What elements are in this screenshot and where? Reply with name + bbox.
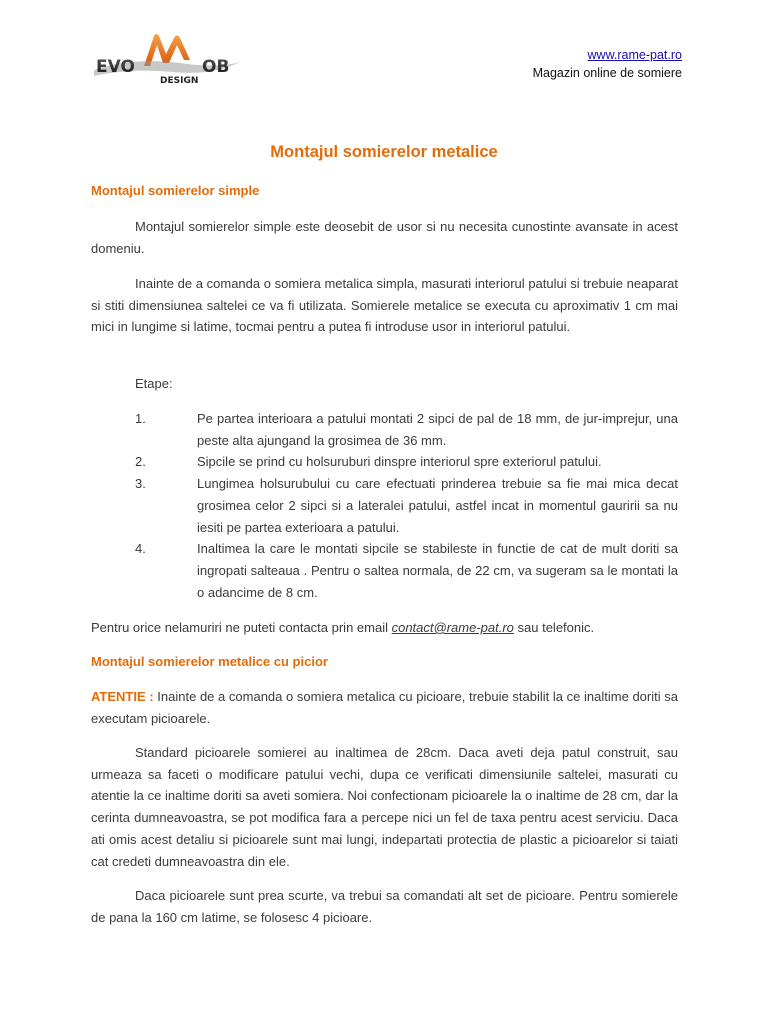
header-tagline: Magazin online de somiere — [532, 66, 682, 80]
steps-list — [91, 408, 678, 603]
contact-email-link[interactable]: contact@rame-pat.ro — [391, 620, 514, 635]
step-number: 2. — [135, 454, 146, 470]
step-text: Inaltimea la care le montati sipcile se stabileste in functie de cat de mult doriti sa ingropati salteaua . Pentru o saltea normala, de 22 cm, va sugeram sa le montati la o adancime de 8 cm. — [197, 541, 678, 600]
paragraph-intro: Montajul somierelor simple este deosebit de usor si nu necesita cunostinte avansate in acest domeniu. — [91, 219, 678, 256]
contact-suffix: sau telefonic. — [513, 620, 595, 635]
logo-subtext: DESIGN — [160, 76, 199, 85]
list-item — [91, 538, 678, 603]
paragraph-short-legs: Daca picioarele sunt prea scurte, va trebui sa comandati alt set de picioare. Pentru somierele de pana la 160 cm latime, se folosesc 4 picioare. — [91, 888, 678, 925]
paragraph-standard-legs: Standard picioarele somierei au inaltimea de 28cm. Daca aveti deja patul construit, sau urmeaza sa faceti o modificare patului vechi, dupa ce verificati dimensiunile saltelei, masurati cu atentie la ce inaltime doriti sa aveti somiera. Noi confectionam picioarele la o inaltime de 28 cm, dar la cerinta dumneavoastra, se pot modifica fara a percepe nici un fel de taxa pentru acest serviciu. Daca ati omis acest detaliu si picioarele sunt mai lungi, indepartati protectia de plastic a picioarelor si taiati cat credeti dumneavoastra din ele. — [91, 745, 678, 869]
header-info — [533, 46, 682, 82]
step-text: Sipcile se prind cu holsuruburi dinspre interiorul spre exteriorul patului. — [197, 454, 602, 470]
evomob-logo — [92, 30, 242, 85]
document-title: Montajul somierelor metalice — [270, 143, 498, 161]
steps-label: Etape: — [135, 376, 173, 391]
paragraph-attention — [91, 686, 678, 729]
list-item — [91, 408, 678, 451]
list-item — [91, 451, 678, 473]
contact-line — [91, 617, 678, 639]
logo-text-right: OB — [202, 57, 230, 77]
step-number: 4. — [135, 541, 146, 557]
website-link[interactable]: www.rame-pat.ro — [587, 48, 682, 62]
step-text: Lungimea holsurubului cu care efectuati prinderea trebuie sa fie mai mica decat grosimea celor 2 sipci si a lateralei patului, astfel incat in momentul gauririi sa nu iesiti pe partea exterioara a patului. — [197, 476, 678, 535]
step-number: 1. — [135, 411, 146, 426]
attention-label: ATENTIE : — [91, 689, 154, 704]
list-item — [91, 473, 678, 538]
section-heading-simple: Montajul somierelor simple — [91, 183, 260, 198]
logo-text-left: EVO — [96, 57, 135, 77]
contact-prefix: Pentru orice nelamuriri ne puteti contacta prin email — [91, 620, 392, 635]
step-text: Pe partea interioara a patului montati 2 sipci de pal de 18 mm, de jur-imprejur, una peste alta ajungand la grosimea de 36 mm. — [197, 411, 678, 448]
attention-text: Inainte de a comanda o somiera metalica cu picioare, trebuie stabilit la ce inaltime doriti sa executam picioarele. — [91, 689, 678, 726]
paragraph-measure: Inainte de a comanda o somiera metalica simpla, masurati interiorul patului si trebuie neaparat si stiti dimensiunea saltelei ce va fi utilizata. Somierele metalice se executa cu aproximativ 1 cm mai mici in lungime si latime, tocmai pentru a putea fi introduse usor in interiorul patului. — [91, 276, 678, 335]
step-number: 3. — [135, 476, 146, 492]
section-heading-legs: Montajul somierelor metalice cu picior — [91, 654, 328, 669]
